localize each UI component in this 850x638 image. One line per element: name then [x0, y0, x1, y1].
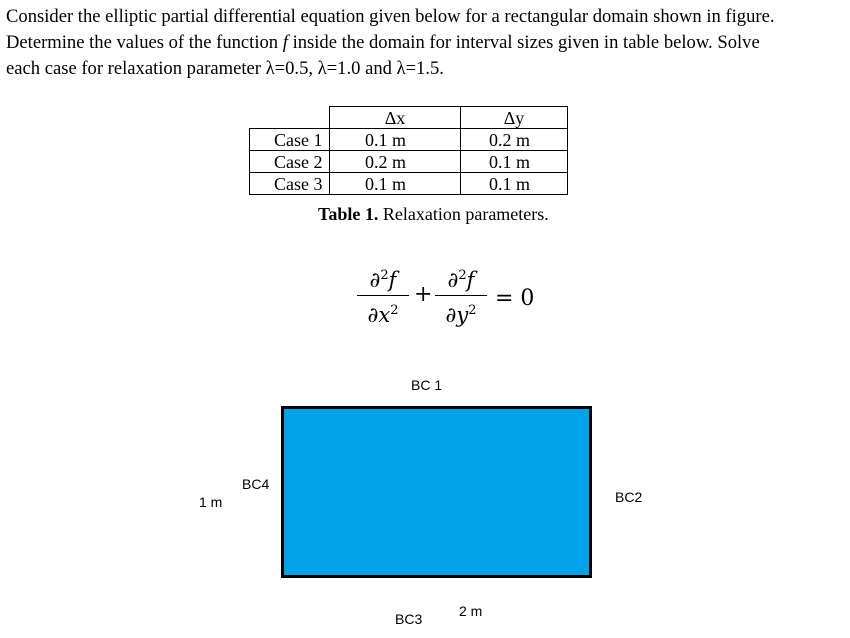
table-cell-dy: 0.1 m — [461, 151, 568, 173]
d2f-dy2-fraction — [433, 262, 489, 329]
problem-line-2-post: inside the domain for interval sizes given in table below. Solve — [287, 32, 760, 53]
plus-sign: + — [414, 282, 433, 307]
height-label: 1 m — [199, 494, 223, 510]
problem-line-1: Consider the elliptic partial differential equation given below for a rectangular domain shown in figure. — [6, 6, 775, 27]
table-cell-dx: 0.2 m — [330, 151, 461, 173]
table-row — [250, 173, 568, 195]
rectangular-domain — [281, 406, 592, 578]
bc4-label: BC4 — [242, 476, 270, 492]
interval-table — [249, 106, 568, 195]
table-header-dx: Δx — [330, 107, 461, 129]
table-cell-dx: 0.1 m — [330, 129, 461, 151]
table-header-dy: Δy — [461, 107, 568, 129]
fraction-denominator: $\partial y^2$ — [445, 303, 477, 327]
fraction-denominator: $\partial x^2$ — [367, 303, 399, 327]
table-cell-case: Case 2 — [250, 151, 330, 173]
fraction-bar — [357, 295, 409, 296]
table-caption — [318, 204, 549, 225]
table-header-row — [250, 107, 568, 129]
fraction-numerator: ∂$^2$f — [369, 268, 397, 292]
table-row — [250, 129, 568, 151]
function-variable: f — [282, 32, 288, 53]
fraction-numerator: ∂$^2$f — [447, 268, 475, 292]
laplace-equation — [355, 262, 555, 342]
bc1-label: BC 1 — [411, 377, 443, 393]
problem-line-2-pre: Determine the values of the function — [6, 32, 283, 53]
table-cell-case: Case 1 — [250, 129, 330, 151]
problem-line-3: each case for relaxation parameter λ=0.5, λ=1.0 and λ=1.5. — [6, 58, 444, 79]
bc2-label: BC2 — [615, 489, 643, 505]
problem-statement — [6, 4, 842, 82]
equals-zero: = 0 — [495, 286, 535, 311]
table-row — [250, 151, 568, 173]
table-caption-text: Relaxation parameters. — [378, 204, 549, 224]
table-cell-case: Case 3 — [250, 173, 330, 195]
problem-line-2 — [6, 30, 842, 56]
table-cell-dy: 0.2 m — [461, 129, 568, 151]
bc3-label: BC3 — [395, 611, 423, 627]
width-label: 2 m — [459, 603, 483, 619]
table-header-blank — [250, 107, 330, 129]
table-cell-dx: 0.1 m — [330, 173, 461, 195]
table-caption-label: Table 1. — [318, 204, 379, 224]
fraction-bar — [435, 295, 487, 296]
table-cell-dy: 0.1 m — [461, 173, 568, 195]
d2f-dx2-fraction — [355, 262, 411, 329]
